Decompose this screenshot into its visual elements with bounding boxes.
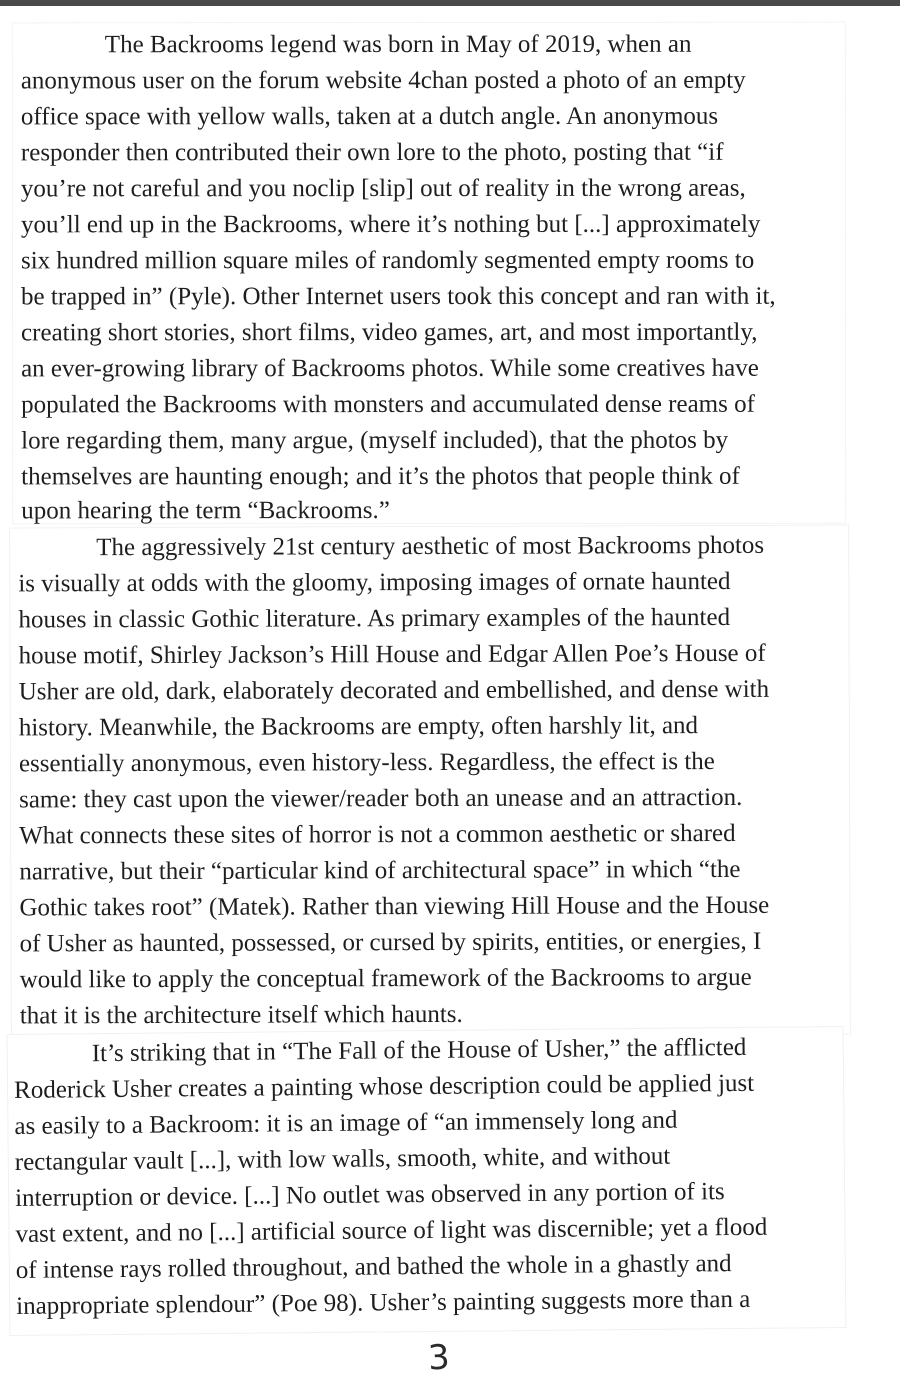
paragraph-line: Usher are old, dark, elaborately decorated and embellished, and dense with xyxy=(18,675,770,706)
paragraph-line: creating short stories, short films, video games, art, and most importantly, xyxy=(21,318,758,347)
paragraph-2 xyxy=(9,525,851,1038)
paragraph-line: It’s striking that in “The Fall of the House of Usher,” the afflicted xyxy=(91,1033,747,1068)
paragraph-line: same: they cast upon the viewer/reader both an unease and an attraction. xyxy=(19,783,743,814)
paragraph-line: be trapped in” (Pyle). Other Internet users took this concept and ran with it, xyxy=(21,282,776,311)
top-border xyxy=(0,0,900,6)
paragraph-line: that it is the architecture itself which haunts. xyxy=(19,1000,463,1030)
paragraph-line: of Usher as haunted, possessed, or cursed by spirits, entities, or energies, I xyxy=(19,927,762,958)
paragraph-line: of intense rays rolled throughout, and bathed the whole in a ghastly and xyxy=(15,1250,732,1284)
paragraph-line: is visually at odds with the gloomy, imposing images of ornate haunted xyxy=(18,567,731,598)
paragraph-line: house motif, Shirley Jackson’s Hill House and Edgar Allen Poe’s House of xyxy=(18,639,766,670)
paragraph-line: responder then contributed their own lore to the photo, posting that “if xyxy=(20,138,724,167)
paragraph-line: themselves are haunting enough; and it’s the photos that people think of xyxy=(21,462,740,491)
paragraph-line: history. Meanwhile, the Backrooms are empty, often harshly lit, and xyxy=(18,712,699,742)
paragraph-line: vast extent, and no [...] artificial source of light was discernible; yet a flood xyxy=(15,1213,768,1248)
paragraph-line: houses in classic Gothic literature. As primary examples of the haunted xyxy=(18,603,731,634)
paragraph-line: The aggressively 21st century aesthetic of most Backrooms photos xyxy=(96,531,765,562)
paragraph-line: Gothic takes root” (Matek). Rather than viewing Hill House and the House xyxy=(19,891,770,922)
paragraph-line: six hundred million square miles of randomly segmented empty rooms to xyxy=(20,246,755,275)
paragraph-line: anonymous user on the forum website 4chan posted a photo of an empty xyxy=(20,66,746,95)
paragraph-line: Roderick Usher creates a painting whose description could be applied just xyxy=(13,1069,755,1104)
paragraph-line: you’re not careful and you noclip [slip] out of reality in the wrong areas, xyxy=(20,174,746,203)
paragraph-line: narrative, but their “particular kind of architectural space” in which “the xyxy=(19,855,741,886)
paragraph-line: office space with yellow walls, taken at a dutch angle. An anonymous xyxy=(20,102,719,131)
paragraph-line: essentially anonymous, even history-less. Regardless, the effect is the xyxy=(18,748,715,778)
paragraph-line: The Backrooms legend was born in May of 2019, when an xyxy=(104,30,692,59)
paragraph-1 xyxy=(12,22,846,525)
paragraph-line: an ever-growing library of Backrooms photos. While some creatives have xyxy=(21,354,759,383)
paragraph-line: interruption or device. [...] No outlet was observed in any portion of its xyxy=(15,1178,725,1212)
paragraph-line: inappropriate splendour” (Poe 98). Usher’s painting suggests more than a xyxy=(16,1285,751,1320)
paragraph-line: What connects these sites of horror is not a common aesthetic or shared xyxy=(19,819,736,850)
page-number: 3 xyxy=(426,1337,451,1379)
paragraph-3 xyxy=(7,1026,847,1336)
paragraph-line: upon hearing the term “Backrooms.” xyxy=(21,497,390,525)
paragraph-line: as easily to a Backroom: it is an image of “an immensely long and xyxy=(14,1106,678,1140)
paragraph-line: would like to apply the conceptual framework of the Backrooms to argue xyxy=(19,963,752,994)
paragraph-line: you’ll end up in the Backrooms, where it’s nothing but [...] approximately xyxy=(20,210,761,239)
paragraph-line: populated the Backrooms with monsters and accumulated dense reams of xyxy=(21,390,755,419)
paragraph-line: lore regarding them, many argue, (myself included), that the photos by xyxy=(21,426,729,455)
paragraph-line: rectangular vault [...], with low walls, smooth, white, and without xyxy=(14,1142,671,1176)
